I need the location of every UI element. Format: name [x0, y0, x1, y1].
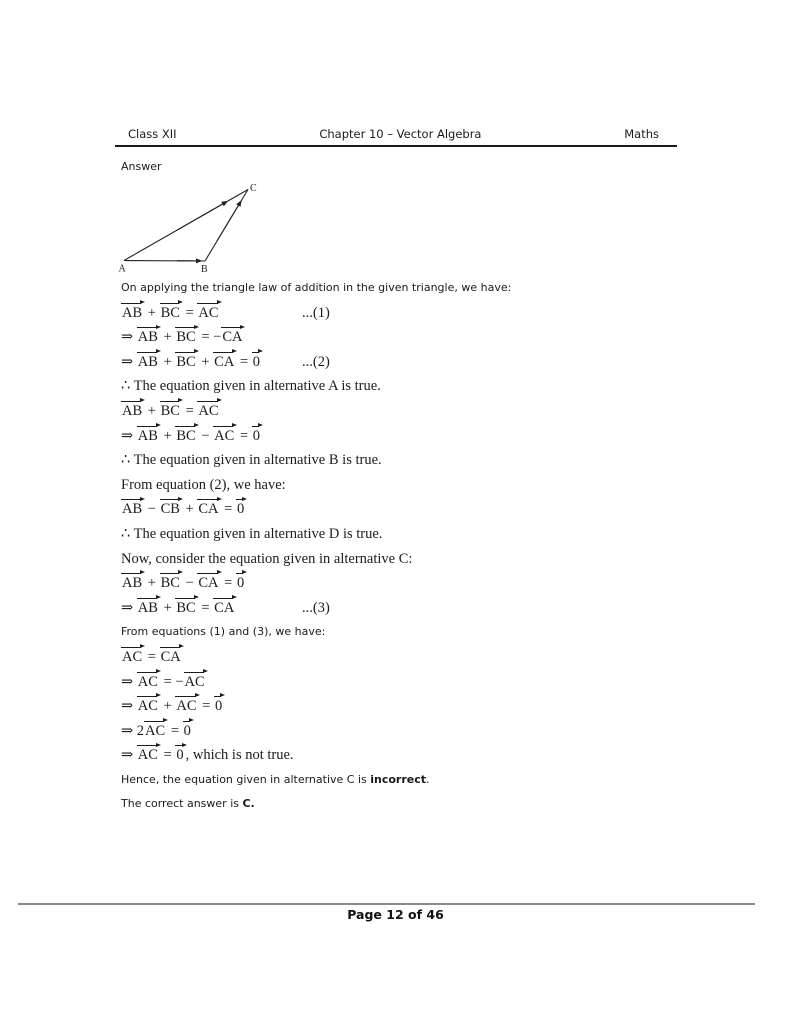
- equation-number: ...(2): [302, 353, 330, 370]
- vector-symbol: CA: [160, 648, 181, 665]
- vector-symbol: AB: [137, 353, 158, 370]
- equation-number: ...(3): [302, 599, 330, 616]
- vector-symbol: AC: [137, 747, 158, 764]
- arrow-ac-icon: [177, 202, 227, 231]
- vector-symbol: CA: [198, 575, 219, 592]
- equation-line: From equation (2), we have:: [121, 476, 286, 493]
- vector-symbol: BC: [160, 575, 180, 592]
- equation-line: ⇒ AB + BC = CA ...(3): [121, 596, 761, 621]
- vector-symbol: BC: [160, 304, 180, 321]
- vector-symbol: AB: [137, 599, 158, 616]
- equation-number: ...(1): [302, 304, 330, 321]
- vector-symbol: AC: [137, 698, 158, 715]
- equation-line: ⇒ 2AC = 0: [121, 722, 191, 739]
- equation-line: ∴ The equation given in alternative A is true.: [121, 378, 381, 395]
- vector-symbol: AC: [184, 673, 205, 690]
- vector-symbol: AC: [122, 648, 143, 665]
- triangle-diagram: [117, 183, 262, 279]
- body-text: Hence, the equation given in alternative C is: [121, 772, 371, 786]
- vector-symbol: 0: [236, 575, 245, 592]
- equation-line: AB + BC − CA = 0: [122, 575, 245, 592]
- equation-line: AB − CB + CA = 0: [122, 501, 245, 518]
- vector-symbol: AC: [198, 402, 219, 419]
- body-text: .: [426, 772, 430, 786]
- solution-lines: [121, 276, 761, 817]
- equation-line: ⇒ AB + BC − AC = 0: [121, 427, 260, 444]
- equation-line: ⇒ AC = 0 , which is not true.: [121, 747, 294, 764]
- vertex-label-b: B: [201, 264, 208, 275]
- vector-symbol: AB: [122, 575, 143, 592]
- page-header: [115, 127, 677, 147]
- body-text: On applying the triangle law of addition in the given triangle, we have:: [121, 281, 512, 294]
- vector-symbol: AB: [122, 501, 143, 518]
- header-class: Class XII: [128, 127, 177, 141]
- vector-symbol: CB: [160, 501, 180, 518]
- paragraph-line: [121, 620, 761, 645]
- vector-symbol: AC: [214, 427, 235, 444]
- answer-label: Answer: [121, 160, 162, 173]
- vector-symbol: CA: [214, 599, 235, 616]
- vector-symbol: 0: [252, 427, 260, 444]
- equation-line: AC = CA: [122, 648, 181, 665]
- vector-symbol: CA: [214, 353, 235, 370]
- vector-symbol: BC: [176, 353, 196, 370]
- vector-symbol: AB: [122, 402, 143, 419]
- equation-line: AB + BC = AC ...(1): [121, 301, 761, 326]
- equation-line: ∴ The equation given in alternative D is true.: [121, 525, 383, 542]
- page-number: Page 12 of 46: [347, 907, 444, 922]
- equation-line: ⇒ AC = −AC: [121, 673, 205, 690]
- equation-line: Now, consider the equation given in alternative C:: [121, 550, 413, 567]
- equation-line: ⇒ AC + AC = 0: [121, 698, 223, 715]
- equation-line: ⇒ AB + BC + CA = 0 ...(2): [121, 350, 761, 375]
- emphasis-text: incorrect: [370, 772, 427, 786]
- vector-symbol: 0: [236, 501, 245, 518]
- arrow-bc-icon: [217, 201, 241, 241]
- vertex-label-c: C: [250, 183, 257, 194]
- body-text: From equations (1) and (3), we have:: [121, 625, 326, 639]
- paragraph-line: [121, 792, 761, 817]
- vector-symbol: BC: [176, 427, 196, 444]
- vector-symbol: 0: [214, 698, 223, 715]
- footer-divider: [18, 903, 755, 905]
- vector-symbol: AB: [137, 329, 158, 346]
- vector-symbol: AC: [137, 673, 158, 690]
- vector-symbol: AB: [122, 304, 143, 321]
- vector-symbol: 0: [183, 722, 191, 739]
- equation-line: ⇒ AB + BC = −CA: [121, 329, 243, 346]
- paragraph-line: [121, 768, 761, 793]
- header-subject: Maths: [624, 127, 659, 141]
- vector-symbol: BC: [160, 402, 180, 419]
- equation-line: ∴ The equation given in alternative B is true.: [121, 452, 382, 469]
- vertex-label-a: A: [118, 263, 126, 275]
- vector-symbol: BC: [176, 599, 196, 616]
- vector-symbol: 0: [176, 747, 184, 764]
- body-text: The correct answer is: [121, 797, 243, 811]
- vector-symbol: BC: [176, 329, 196, 346]
- emphasis-text: C.: [242, 797, 255, 811]
- paragraph-line: [121, 276, 761, 301]
- header-chapter-title: Chapter 10 – Vector Algebra: [319, 127, 482, 141]
- vector-symbol: 0: [252, 353, 260, 370]
- vector-symbol: AB: [137, 427, 158, 444]
- triangle-svg: [117, 183, 262, 275]
- vector-symbol: AC: [198, 304, 219, 321]
- vector-symbol: AC: [176, 698, 197, 715]
- vector-symbol: AC: [145, 722, 166, 739]
- vector-symbol: CA: [222, 329, 243, 346]
- vector-symbol: CA: [198, 501, 219, 518]
- equation-line: AB + BC = AC: [122, 402, 219, 419]
